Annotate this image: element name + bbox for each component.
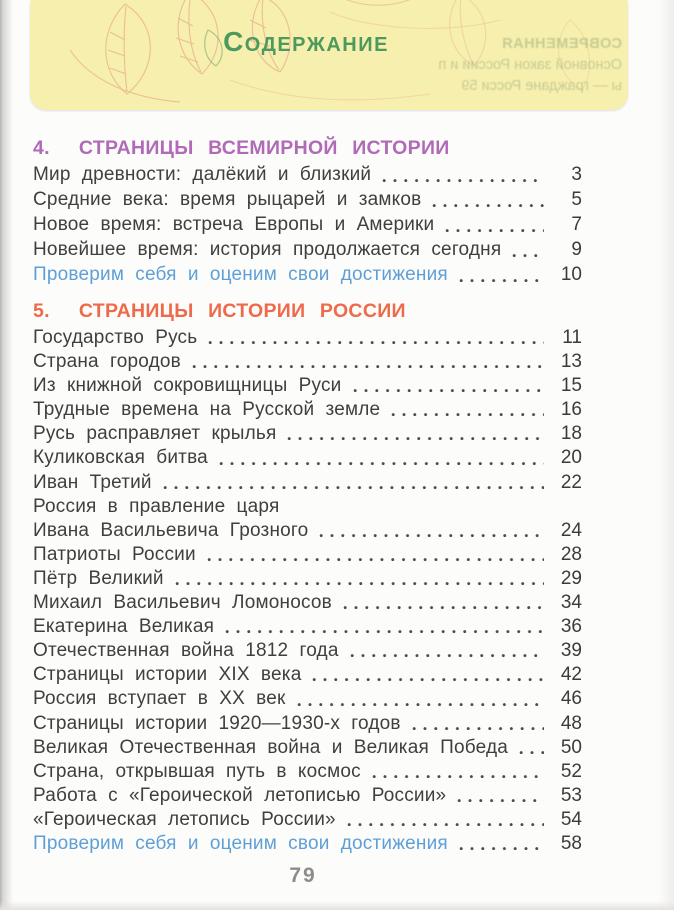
entry-title: Новое время: встреча Европы и Америки <box>33 214 435 235</box>
dot-leader <box>192 364 544 370</box>
entry-title: Средние века: время рыцарей и замков <box>33 189 422 210</box>
entry-page: 28 <box>560 543 582 565</box>
toc-entry <box>33 447 582 471</box>
dot-leader <box>353 388 545 394</box>
entry-page: 29 <box>560 567 582 589</box>
toc-entry <box>33 327 582 351</box>
contents-banner <box>30 0 628 110</box>
entry-title: Михаил Васильевич Ломоносов <box>33 592 332 614</box>
entry-page: 18 <box>560 423 582 445</box>
toc-entry <box>33 809 582 833</box>
dot-leader <box>412 726 544 732</box>
entry-page: 54 <box>560 808 582 830</box>
toc-section <box>33 137 582 289</box>
dot-leader <box>372 774 544 780</box>
entry-title: Новейшее время: история продолжается сегодня <box>33 239 502 260</box>
dot-leader <box>163 485 544 491</box>
toc-entry <box>33 640 582 664</box>
toc-entry <box>33 713 582 737</box>
toc-entry <box>33 496 582 520</box>
bleed-line: СОВРЕМЕННАЯ <box>501 36 622 52</box>
dot-leader <box>225 629 544 635</box>
section-title: СТРАНИЦЫ ВСЕМИРНОЙ ИСТОРИИ <box>78 137 450 159</box>
dot-leader <box>445 228 544 234</box>
entry-title: Пётр Великий <box>33 567 164 589</box>
entry-page: 10 <box>560 264 582 285</box>
entry-title: Страна городов <box>33 351 181 373</box>
entry-title: Куликовская битва <box>33 447 208 469</box>
entry-page: 5 <box>571 189 582 210</box>
dot-leader <box>219 461 544 467</box>
contents-title: Содержание <box>223 26 389 57</box>
toc-entry <box>33 761 582 785</box>
entry-page: 15 <box>560 375 582 397</box>
entry-page: 58 <box>560 832 582 854</box>
entry-page: 13 <box>560 351 582 373</box>
entry-title: Великая Отечественная война и Великая Победа <box>33 736 509 758</box>
entry-page: 7 <box>571 214 582 235</box>
scan-edge-bottom <box>0 900 674 910</box>
dot-leader <box>459 846 544 852</box>
toc-entry <box>33 833 582 857</box>
dot-leader <box>343 605 544 611</box>
section-number: 5. <box>33 300 50 322</box>
entry-page: 53 <box>560 784 582 806</box>
entry-title: Патриоты России <box>33 543 196 565</box>
toc-entry <box>33 375 582 399</box>
entry-title: Отечественная война 1812 года <box>33 640 339 662</box>
entry-title: «Героическая летопись России» <box>33 808 336 830</box>
dot-leader <box>297 702 544 708</box>
toc-entry <box>33 664 582 688</box>
toc-entry <box>33 189 582 214</box>
entry-page: 39 <box>560 640 582 662</box>
toc-entry <box>33 472 582 496</box>
toc-entry <box>33 351 582 375</box>
toc-entry <box>33 264 582 289</box>
entry-page: 36 <box>560 616 582 638</box>
entry-title: Трудные времена на Русской земле <box>33 399 381 421</box>
entry-page: 3 <box>571 164 582 185</box>
entry-page: 48 <box>560 712 582 734</box>
toc-entry <box>33 164 582 189</box>
toc-entry <box>33 737 582 761</box>
dot-leader <box>459 278 544 284</box>
entry-title: Россия в правление царя <box>33 495 280 517</box>
dot-leader <box>319 533 544 539</box>
entry-title: Страницы истории XIX века <box>33 664 302 686</box>
section-entries <box>33 164 582 289</box>
entry-page: 46 <box>560 688 582 710</box>
dot-leader <box>287 436 544 442</box>
entry-title: Государство Русь <box>33 327 198 348</box>
dot-leader <box>347 822 544 828</box>
toc-entry <box>33 592 582 616</box>
dot-leader <box>432 203 544 209</box>
section-number: 4. <box>33 137 50 159</box>
entry-page: 50 <box>560 736 582 758</box>
dot-leader <box>457 798 544 804</box>
entry-page: 34 <box>560 592 582 614</box>
entry-title: Иван Третий <box>33 471 152 493</box>
dot-leader <box>519 750 544 756</box>
toc-entry <box>33 688 582 712</box>
entry-title: Проверим себя и оценим свои достижения <box>33 264 448 285</box>
entry-page: 24 <box>560 519 582 541</box>
toc-entry <box>33 568 582 592</box>
dot-leader <box>207 557 544 563</box>
entry-title: Ивана Васильевича Грозного <box>33 519 309 541</box>
bleed-line: ы — граждане Росси 59 <box>461 78 622 94</box>
entry-page: 16 <box>560 399 582 421</box>
toc-entry <box>33 214 582 239</box>
entry-page: 9 <box>571 239 582 260</box>
section-heading <box>33 137 582 160</box>
dot-leader <box>312 677 544 683</box>
toc-entry <box>33 399 582 423</box>
section-entries <box>33 327 582 857</box>
dot-leader <box>382 178 544 184</box>
dot-leader <box>350 653 544 659</box>
bleed-line: Основной закон России и п <box>438 57 622 73</box>
dot-leader <box>391 412 544 418</box>
entry-title: Россия вступает в XX век <box>33 688 286 710</box>
entry-page: 52 <box>560 760 582 782</box>
entry-title: Мир древности: далёкий и близкий <box>33 164 372 185</box>
entry-title: Страницы истории 1920—1930-х годов <box>33 712 401 734</box>
entry-title: Работа с «Героической летописью России» <box>33 784 447 806</box>
toc-entry <box>33 239 582 264</box>
dot-leader <box>512 253 544 259</box>
entry-page: 20 <box>560 447 582 469</box>
toc-section <box>33 300 582 857</box>
entry-page: 22 <box>560 471 582 493</box>
entry-title: Русь расправляет крылья <box>33 423 277 445</box>
dot-leader <box>175 581 544 587</box>
entry-title: Страна, открывшая путь в космос <box>33 760 361 782</box>
page-number: 79 <box>289 864 317 887</box>
section-title: СТРАНИЦЫ ИСТОРИИ РОССИИ <box>78 300 406 322</box>
entry-title: Екатерина Великая <box>33 616 215 638</box>
toc-list <box>33 137 582 857</box>
toc-entry <box>33 544 582 568</box>
toc-entry <box>33 616 582 640</box>
dot-leader <box>208 340 544 346</box>
scan-edge-left <box>0 0 14 910</box>
section-heading <box>33 300 582 323</box>
toc-entry <box>33 423 582 447</box>
toc-entry <box>33 785 582 809</box>
toc-entry <box>33 520 582 544</box>
entry-title: Проверим себя и оценим свои достижения <box>33 832 448 854</box>
entry-page: 42 <box>560 664 582 686</box>
entry-page: 11 <box>562 327 582 348</box>
scan-edge-right <box>656 0 674 910</box>
entry-title: Из книжной сокровищницы Руси <box>33 375 342 397</box>
